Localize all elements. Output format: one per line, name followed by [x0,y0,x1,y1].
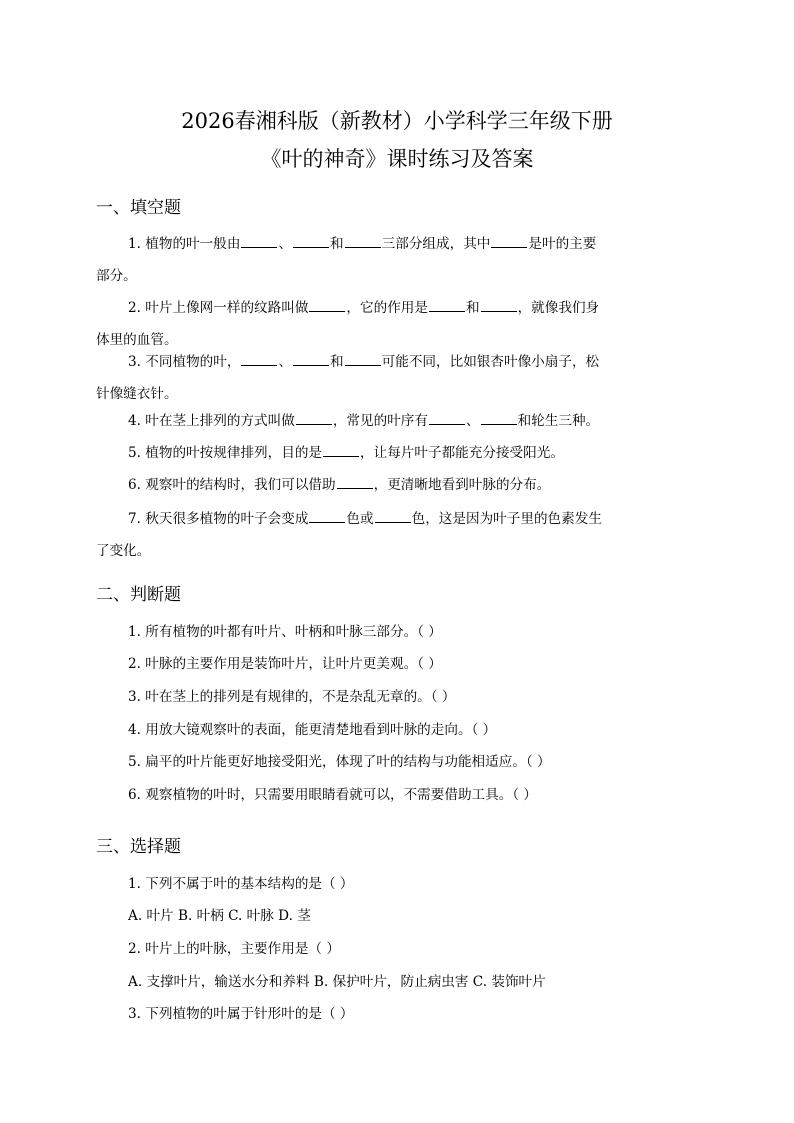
answer-blank[interactable] [337,474,373,489]
answer-blank[interactable] [309,508,345,523]
answer-blank[interactable] [345,233,381,248]
answer-blank[interactable] [491,233,527,248]
answer-blank[interactable] [296,410,332,425]
answer-blank[interactable] [241,351,277,366]
judge-question-5: 5. 扁平的叶片能更好地接受阳光，体现了叶的结构与功能相适应。（ ） [128,754,551,770]
answer-blank[interactable] [293,351,329,366]
answer-blank[interactable] [481,297,517,312]
choice-options-1: A. 叶片 B. 叶柄 C. 叶脉 D. 茎 [128,908,311,924]
answer-blank[interactable] [429,297,465,312]
choice-options-2: A. 支撑叶片，输送水分和养料 B. 保护叶片，防止病虫害 C. 装饰叶片 [128,974,546,990]
fill-question-7: 7. 秋天很多植物的叶子会变成 色或 色，这是因为叶子里的色素发生 了变化。 [96,503,702,567]
fill-question-2: 2. 叶片上像网一样的纹路叫做 ，它的作用是 和 ，就像我们身 体里的血管。 [96,292,702,356]
judge-question-1: 1. 所有植物的叶都有叶片、叶柄和叶脉三部分。（ ） [128,624,442,640]
fill-question-3: 3. 不同植物的叶， 、 和 可能不同，比如银杏叶像小扇子，松 针像缝衣针。 [96,346,702,410]
answer-blank[interactable] [429,410,465,425]
fill-question-5: 5. 植物的叶按规律排列，目的是 ，让每片叶子都能充分接受阳光。 [96,437,702,469]
fill-question-4: 4. 叶在茎上排列的方式叫做 ，常见的叶序有 、 和轮生三种。 [96,405,702,437]
answer-blank[interactable] [323,442,359,457]
fill-question-6: 6. 观察叶的结构时，我们可以借助 ，更清晰地看到叶脉的分布。 [96,469,702,501]
section-heading-fill: 一、填空题 [96,198,181,218]
answer-blank[interactable] [241,233,277,248]
title-line-1: 2026春湘科版（新教材）小学科学三年级下册 [181,109,613,133]
section-heading-judge: 二、判断题 [96,585,181,605]
title-line-2: 《叶的神奇》课时练习及答案 [260,147,534,171]
fill-question-1: 1. 植物的叶一般由 、 和 三部分组成，其中 是叶的主要 部分。 [96,228,702,292]
document-title [0,102,794,178]
judge-question-4: 4. 用放大镜观察叶的表面，能更清楚地看到叶脉的走向。（ ） [128,722,497,738]
choice-question-2: 2. 叶片上的叶脉，主要作用是（ ） [128,941,340,957]
judge-question-3: 3. 叶在茎上的排列是有规律的，不是杂乱无章的。（ ） [128,689,456,705]
answer-blank[interactable] [293,233,329,248]
answer-blank[interactable] [481,410,517,425]
choice-question-3: 3. 下列植物的叶属于针形叶的是（ ） [128,1006,354,1022]
answer-blank[interactable] [375,508,411,523]
judge-question-2: 2. 叶脉的主要作用是装饰叶片，让叶片更美观。（ ） [128,656,442,672]
choice-question-1: 1. 下列不属于叶的基本结构的是（ ） [128,876,354,892]
judge-question-6: 6. 观察植物的叶时，只需要用眼睛看就可以，不需要借助工具。（ ） [128,787,538,803]
section-heading-choice: 三、选择题 [96,837,181,857]
answer-blank[interactable] [345,351,381,366]
answer-blank[interactable] [309,297,345,312]
